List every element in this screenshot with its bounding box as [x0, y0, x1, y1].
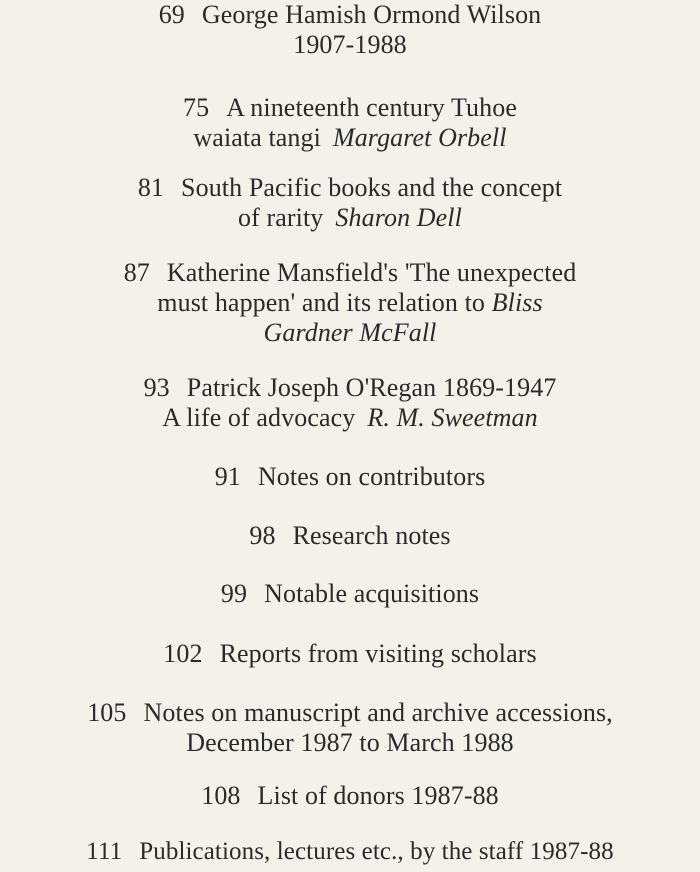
toc-page-number: 93 [143, 373, 170, 402]
toc-entry-title-line-1: 98 Research notes [249, 521, 451, 550]
toc-entry-title-line-1: 87 Katherine Mansfield's 'The unexpected [123, 258, 577, 287]
toc-page-number: 87 [123, 258, 150, 287]
toc-entry[interactable] [0, 639, 700, 669]
toc-entry-title-line-1: 91 Notes on contributors [214, 462, 486, 491]
toc-page-number: 91 [214, 462, 241, 491]
toc-entry[interactable] [0, 258, 700, 348]
toc-italic-title: Bliss [491, 288, 543, 317]
toc-entry-title-line-2: 1907-1988 [293, 30, 407, 59]
toc-entry[interactable] [0, 93, 700, 153]
toc-entry-title-line-1: 75 A nineteenth century Tuhoe [183, 93, 517, 122]
toc-page-number: 111 [86, 838, 123, 865]
toc-entry[interactable] [0, 0, 700, 60]
toc-page-number: 81 [137, 173, 165, 202]
toc-entry[interactable] [0, 373, 700, 433]
toc-entry-title-line-2: December 1987 to March 1988 [186, 728, 514, 757]
toc-entry-title-line-1: 102 Reports from visiting scholars [163, 639, 537, 668]
toc-page-number: 69 [158, 0, 185, 29]
toc-entry-title-line-1: 69 George Hamish Ormond Wilson [158, 0, 542, 29]
toc-page-number: 108 [201, 781, 241, 810]
toc-entry-title-line-2: waiata tangi Margaret Orbell [193, 123, 507, 152]
toc-author: Gardner McFall [263, 318, 437, 347]
toc-author: R. M. Sweetman [367, 403, 538, 432]
toc-entry[interactable] [0, 173, 700, 233]
toc-page-number: 75 [183, 93, 210, 122]
toc-author: Margaret Orbell [332, 123, 507, 152]
toc-entry-title-line-2: of rarity Sharon Dell [238, 203, 462, 232]
toc-page-number: 105 [87, 698, 127, 727]
toc-entry[interactable] [0, 781, 700, 811]
toc-entry-title-line-1: 108 List of donors 1987-88 [201, 781, 499, 810]
toc-entry-title-line-1: 81 South Pacific books and the concept [137, 173, 563, 202]
toc-page-number: 98 [249, 521, 276, 550]
toc-entry-title-line-2: A life of advocacy R. M. Sweetman [162, 403, 538, 432]
toc-entry[interactable] [0, 698, 700, 758]
toc-entry-title-line-2: must happen' and its relation to Bliss [157, 288, 543, 317]
toc-entry[interactable] [0, 521, 700, 551]
toc-entry-title-line-1: 93 Patrick Joseph O'Regan 1869-1947 [143, 373, 557, 402]
toc-entry[interactable] [0, 462, 700, 492]
toc-entry-title-line-1: 111 Publications, lectures etc., by the staff 1987-88 [86, 838, 614, 865]
toc-author: Sharon Dell [335, 203, 462, 232]
toc-page-number: 99 [220, 579, 248, 608]
toc-entry-title-line-1: 99 Notable acquisitions [220, 579, 480, 608]
toc-page-number: 102 [163, 639, 203, 668]
toc-entry[interactable] [0, 837, 700, 867]
toc-entry-title-line-1: 105 Notes on manuscript and archive accessions, [87, 698, 613, 727]
toc-entry[interactable] [0, 579, 700, 609]
